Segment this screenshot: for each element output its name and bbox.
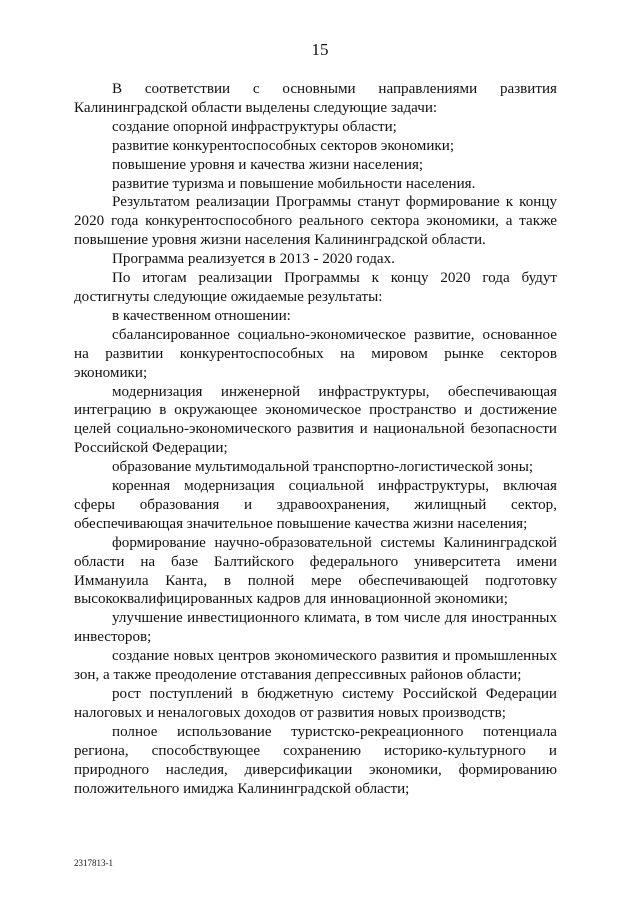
document-body <box>74 80 557 798</box>
paragraph-result: Результатом реализации Программы станут формирование к концу 2020 года конкурентоспособного реального сектора экономики, а также повышение уровня жизни населения Калининградской области. <box>74 194 557 249</box>
list-item: формирование научно-образовательной системы Калининградской области на базе Балтийского федерального университета имени Иммануила Канта, в полной мере обеспечивающей подготовку высококвалифицированных кадров для инновационной экономики; <box>74 534 557 608</box>
paragraph-expected-results: По итогам реализации Программы к концу 2020 года будут достигнуты следующие ожидаемые результаты: <box>74 270 557 305</box>
list-item: развитие туризма и повышение мобильности населения. <box>112 175 476 192</box>
document-code: 2317813-1 <box>74 858 113 868</box>
list-item: улучшение инвестиционного климата, в том числе для иностранных инвесторов; <box>74 610 557 646</box>
list-item: полное использование туристско-рекреационного потенциала региона, способствующее сохранению историко-культурного и природного наследия, диверсификации экономики, формированию положительного имиджа Калининградской области; <box>74 723 557 797</box>
list-item: создание опорной инфраструктуры области; <box>112 118 397 135</box>
list-item: повышение уровня и качества жизни населения; <box>112 156 424 173</box>
paragraph-intro: В соответствии с основными направлениями развития Калининградской области выделены следующие задачи: <box>74 81 557 116</box>
paragraph-qualitative-heading: в качественном отношении: <box>112 307 291 324</box>
list-item: образование мультимодальной транспортно-логистической зоны; <box>112 459 534 476</box>
list-item: сбалансированное социально-экономическое развитие, основанное на развитии конкурентоспособных на мировом рынке секторов экономики; <box>74 326 557 381</box>
list-item: коренная модернизация социальной инфраструктуры, включая сферы образования и здравоохранения, жилищный сектор, обеспечивающая значительное повышение качества жизни населения; <box>74 478 557 532</box>
list-item: рост поступлений в бюджетную систему Российской Федерации налоговых и неналоговых доходов от развития новых производств; <box>74 686 557 721</box>
list-item: модернизация инженерной инфраструктуры, обеспечивающая интеграцию в окружающее экономическое пространство и достижение целей социально-экономического развития и национальной безопасности Российской Федерации; <box>74 383 557 457</box>
page-number: 15 <box>311 40 329 59</box>
list-item: создание новых центров экономического развития и промышленных зон, а также преодоление отставания депрессивных районов области; <box>74 648 557 684</box>
paragraph-period: Программа реализуется в 2013 - 2020 годах. <box>112 251 395 268</box>
list-item: развитие конкурентоспособных секторов экономики; <box>112 137 455 154</box>
